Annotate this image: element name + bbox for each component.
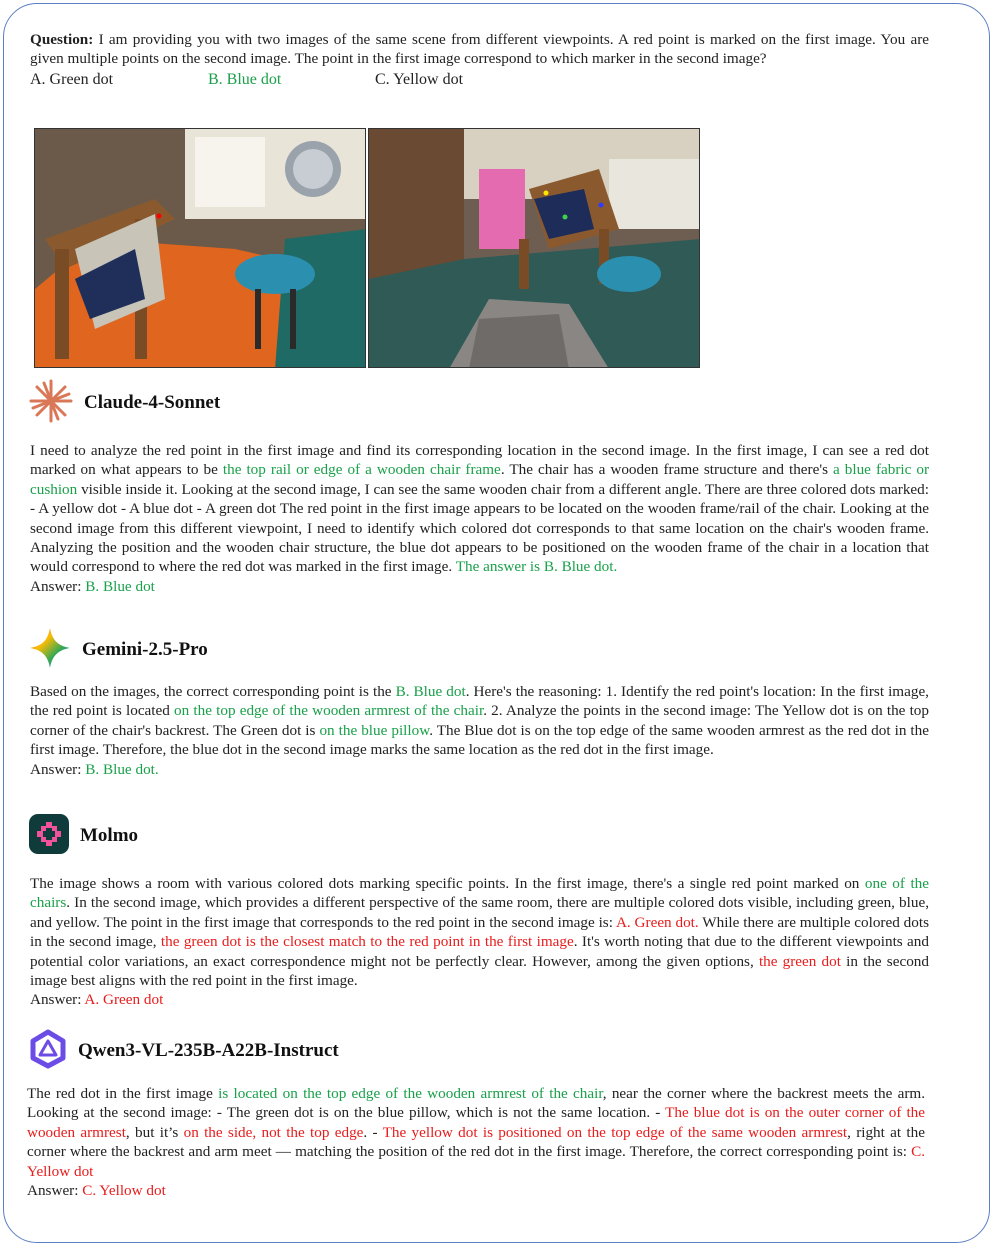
gemini-answer-label: Answer: [30,760,86,778]
molmo-seg-6: . It's worth noting that due to the different viewpoints and potential color variations, an exact correspondence might not be perfectly clear. However, among the given options, [30,933,929,970]
qwen-seg-0: The red dot in the first image [27,1085,219,1102]
claude-header [28,381,220,425]
molmo-seg-8: in the second image best aligns with the red point in the first image. [30,952,929,990]
second-view-image [368,128,700,368]
claude-seg-1: the top rail or edge of a wooden chair frame [222,461,501,479]
answer-options [30,69,929,91]
claude-seg-0: I need to analyze the red point in the first image and find its corresponding location in the second image. In the first image, I can see a red dot marked on what appears to be [30,442,929,479]
molmo-seg-0: The image shows a room with various colored dots marking specific points. In the first image, there's a single red point marked on [30,875,865,892]
qwen-seg-8: , right at the corner where the backrest and arm meet — matching the position of the red dot in the first image. Therefore, the correct corresponding point is: [27,1123,925,1161]
option-a: A. Green dot [30,70,114,88]
gemini-seg-5: on the blue pillow [319,721,430,739]
qwen-reasoning [27,1084,925,1181]
claude-seg-3: a blue fabric or cushion [30,461,930,498]
gemini-icon [28,626,72,675]
gemini-seg-4: . 2. Analyze the points in the second image: The Yellow dot is on the top corner of the chair's backrest. The Green dot is [30,702,929,739]
question-label: Question: [30,31,94,48]
qwen-seg-5: on the side, not the top edge [183,1123,364,1141]
model-name-qwen: Qwen3-VL-235B-A22B-Instruct [78,1040,339,1061]
gemini-header [28,628,208,672]
qwen-answer-label: Answer: [27,1182,83,1200]
molmo-answer-value: A. Green dot [84,991,164,1009]
claude-icon [28,378,74,429]
gemini-seg-1: B. Blue dot [395,683,466,700]
molmo-seg-4: While there are multiple colored dots in the second image, [30,913,929,951]
molmo-seg-3: A. Green dot. [615,913,699,931]
claude-reasoning [30,441,929,577]
gemini-seg-2: . Here's the reasoning: 1. Identify the red point's location: In the first image, the red point is located [30,683,929,720]
qwen-header [28,1029,339,1073]
gemini-seg-6: . The Blue dot is on the top edge of the same wooden armrest as the red dot in the first image. Therefore, the blue dot in the second image marks the same location as the red dot in the first image. [30,721,929,759]
molmo-seg-7: the green dot [758,952,841,970]
molmo-header [28,814,138,858]
claude-answer-value: B. Blue dot [85,577,155,595]
qwen-seg-2: , near the corner where the backrest meets the arm. Looking at the second image: - The green dot is on the blue pillow, which is not the same location. - [27,1085,925,1122]
claude-answer-label: Answer: [30,577,86,595]
question-block [30,30,929,91]
scene-images [34,128,700,368]
claude-seg-5: The answer is B. Blue dot. [455,558,618,576]
question-body: I am providing you with two images of the same scene from different viewpoints. A red point is marked on the first image. You are given multiple points on the second image. The point in the first image correspond to which marker in the second image? [30,31,929,68]
molmo-answer [30,990,929,1009]
option-c: C. Yellow dot [375,70,464,88]
claude-answer [30,577,929,596]
qwen-icon [28,1029,68,1074]
qwen-response [27,1084,925,1200]
model-name-molmo: Molmo [80,825,139,846]
question-text [30,30,929,69]
molmo-response [30,874,929,1010]
qwen-seg-6: . - [363,1123,383,1141]
qwen-seg-9: C. Yellow dot [27,1143,925,1180]
molmo-answer-label: Answer: [30,991,85,1009]
gemini-answer-value: B. Blue dot. [85,760,159,778]
molmo-reasoning [30,874,929,990]
model-name-claude: Claude-4-Sonnet [84,392,221,413]
gemini-seg-0: Based on the images, the correct corresponding point is the [30,683,396,700]
qwen-answer-value: C. Yellow dot [82,1182,166,1200]
qwen-answer [27,1181,925,1200]
claude-response [30,441,929,596]
gemini-answer [30,760,929,779]
gemini-reasoning [30,682,929,760]
molmo-seg-1: one of the chairs [30,875,929,912]
model-name-gemini: Gemini-2.5-Pro [82,639,208,660]
claude-seg-2: . The chair has a wooden frame structure and there's [500,461,834,479]
molmo-seg-2: . In the second image, which provides a different perspective of the same room, there are multiple colored dots visible, including green, blue, and yellow. The point in the first image that corresponds to the red point in the second image is: [30,894,929,931]
gemini-seg-3: on the top edge of the wooden armrest of the chair [174,702,484,720]
qwen-seg-4: , but it’s [125,1123,184,1141]
molmo-seg-5: the green dot is the closest match to the red point in the first image [160,933,574,951]
qwen-seg-7: The yellow dot is positioned on the top edge of the same wooden armrest [382,1123,848,1141]
molmo-icon [28,813,70,860]
claude-seg-4: visible inside it. Looking at the second image, I can see the same wooden chair from a different angle. There are three colored dots marked: - A yellow dot - A blue dot - A green dot The red point in the first image appears to be located on the wooden frame/rail of the chair. Looking at the second image from this different viewpoint, I need to identify which colored dot corresponds to that same location on the chair's wooden frame. Analyzing the position and the wooden chair structure, the blue dot appears to be positioned on the wooden frame of the chair in a location that would correspond to where the red dot was marked in the first image. [30,480,929,576]
qwen-seg-3: The blue dot is on the outer corner of the wooden armrest [27,1104,926,1141]
gemini-response [30,682,929,779]
qwen-seg-1: is located on the top edge of the wooden armrest of the chair [218,1085,603,1102]
option-b: B. Blue dot [208,70,282,88]
first-view-image [34,128,366,368]
